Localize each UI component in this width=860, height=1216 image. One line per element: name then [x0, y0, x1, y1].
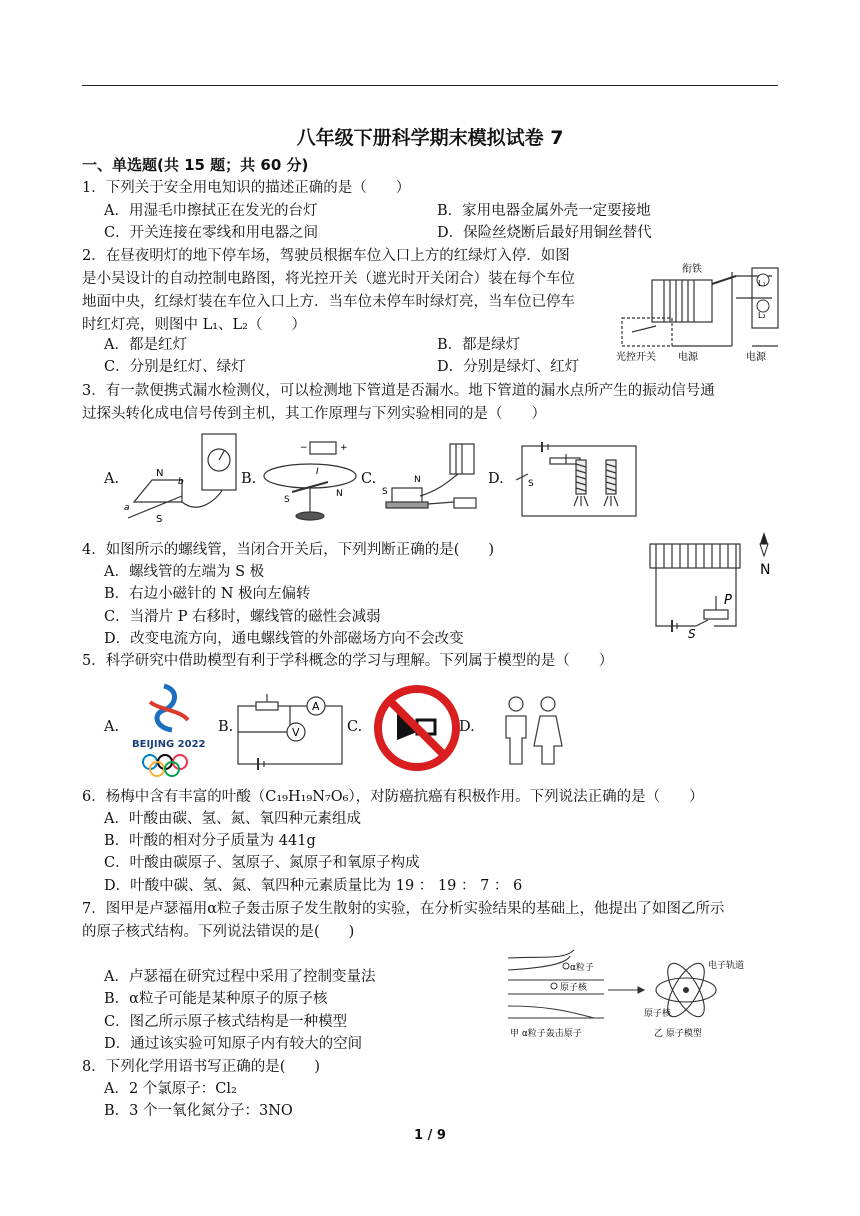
- q7-alpha-path-1: [508, 950, 574, 958]
- q3-option-b: B.: [241, 471, 257, 487]
- q4-option-d: D．改变电流方向，通电螺线管的外部磁场方向不会改变: [104, 631, 464, 647]
- q5-b-rheostat: [256, 702, 278, 710]
- q2-stem-line3: 地面中央，红绿灯装在车位入口上方．当车位未停车时绿灯亮，当车位已停车: [82, 294, 575, 310]
- q7-label-nucleus2: 原子核: [644, 1009, 672, 1019]
- q5-b-ammeter-label: A: [312, 700, 320, 713]
- q2-label-power1: 电源: [678, 352, 698, 363]
- q4-compass-needle-s: [760, 544, 768, 556]
- q5-d-woman-body: [534, 716, 562, 764]
- q3-b-label-n: N: [336, 489, 343, 499]
- q4-stem: 4．如图所示的螺线管，当闭合开关后，下列判断正确的是( ): [82, 542, 495, 558]
- q1-option-b: B．家用电器金属外壳一定要接地: [437, 203, 651, 219]
- q1-option-c: C．开关连接在零线和用电器之间: [104, 225, 319, 241]
- q5-d-woman-head: [541, 697, 555, 711]
- q3-d-switch-label: S: [528, 479, 534, 489]
- q3-c-switch: [454, 498, 476, 508]
- q5-option-a: A.: [104, 719, 120, 735]
- section-heading: 一、单选题(共 15 题；共 60 分): [82, 156, 309, 174]
- q3-option-a: A.: [104, 471, 120, 487]
- q5-figure-d-people-icons: [496, 692, 570, 768]
- q5-option-c: C.: [347, 719, 363, 735]
- q8-stem: 8．下列化学用语书写正确的是( ): [82, 1059, 321, 1075]
- q7-option-d: D．通过该实验可知原子内有较大的空间: [104, 1036, 363, 1052]
- page-title: 八年级下册科学期末模拟试卷 7: [296, 127, 564, 149]
- q5-stem: 5．科学研究中借助模型有利于学科概念的学习与理解。下列属于模型的是（ ）: [82, 653, 614, 669]
- q7-alpha-particle: [563, 963, 569, 969]
- q2-stem-line1: 2．在昼夜明灯的地下停车场，驾驶员根据车位入口上方的红绿灯入停．如图: [82, 248, 570, 264]
- q4-label-s: S: [688, 627, 696, 640]
- q3-c-label-n: N: [414, 475, 421, 485]
- q2-option-b: B．都是绿灯: [437, 337, 521, 353]
- q5-b-voltmeter-label: V: [292, 726, 300, 739]
- q4-option-c: C．当滑片 P 右移时，螺线管的磁性会减弱: [104, 609, 381, 625]
- q6-option-d: D．叶酸中碳、氢、氮、氧四种元素质量比为 19 ： 19 ： 7 ： 6: [104, 878, 523, 894]
- q3-a-galvanometer: [202, 434, 236, 490]
- q6-option-c: C．叶酸由碳原子、氢原子、氮原子和氧原子构成: [104, 855, 420, 871]
- q7-option-b: B．α粒子可能是某种原子的原子核: [104, 991, 328, 1007]
- page-number: 1 / 9: [414, 1128, 446, 1143]
- q1-stem: 1．下列关于安全用电知识的描述正确的是（ ）: [82, 180, 411, 196]
- header-rule: [82, 85, 778, 86]
- q7-stem-line1: 7．图甲是卢瑟福用α粒子轰击原子发生散射的实验，在分析实验结果的基础上，他提出了如图乙所示: [82, 901, 725, 917]
- q7-rutherford-figure: [504, 946, 744, 1042]
- q3-c-label-s: S: [382, 487, 388, 497]
- q6-stem: 6．杨梅中含有丰富的叶酸（C₁₉H₁₉N₇O₆），对防癌抗癌有积极作用。下列说法正确的是（ ）: [82, 789, 704, 805]
- q2-relay-circuit-figure: [612, 258, 784, 364]
- q7-option-c: C．图乙所示原子核式结构是一种模型: [104, 1014, 348, 1030]
- q3-figure-a-generator: [122, 432, 240, 524]
- q5-figure-a-olympic-logo: [130, 680, 210, 778]
- q3-b-current: I: [316, 467, 319, 477]
- q7-option-a: A．卢瑟福在研究过程中采用了控制变量法: [104, 969, 376, 985]
- q4-option-b: B．右边小磁针的 N 极向左偏转: [104, 586, 311, 602]
- q2-label-switch: 光控开关: [616, 352, 656, 363]
- q5-option-b: B.: [218, 719, 234, 735]
- q3-b-battery: [310, 442, 336, 454]
- q2-stem-line4: 时红灯亮，则图中 L₁、L₂（ ）: [82, 317, 306, 333]
- q6-option-b: B．叶酸的相对分子质量为 441g: [104, 833, 316, 849]
- q3-figure-b-oersted: [258, 436, 362, 524]
- q6-option-a: A．叶酸由碳、氢、氮、氧四种元素组成: [104, 811, 361, 827]
- q5-d-man-body: [506, 716, 526, 764]
- q2-option-d: D．分别是绿灯、红灯: [437, 359, 580, 375]
- q2-label-armature: 衔铁: [682, 264, 702, 275]
- q3-b-stand: [296, 512, 324, 520]
- q7-caption-b: 乙 原子模型: [654, 1029, 702, 1039]
- q1-option-a: A．用湿毛巾擦拭正在发光的台灯: [104, 203, 318, 219]
- q3-option-d: D.: [488, 471, 504, 487]
- q4-label-n: N: [760, 562, 771, 578]
- q7-nucleus-a: [551, 983, 557, 989]
- q2-label-l2: L₂: [758, 311, 766, 320]
- q3-a-label-n: N: [156, 468, 164, 479]
- q7-caption-a: 甲 α粒子轰击原子: [510, 1029, 582, 1039]
- q4-switch: [696, 620, 708, 626]
- q2-label-l1: L₁: [758, 279, 766, 288]
- q3-a-label-a: a: [124, 503, 130, 513]
- q3-b-wire-loop: [264, 464, 356, 488]
- q2-label-power2: 电源: [746, 352, 766, 363]
- q5-figure-c-no-horn-sign: [373, 684, 461, 772]
- q3-figure-d-electromagnets: [506, 440, 640, 520]
- q5-logo-text: BEIJING 2022: [132, 739, 206, 750]
- q3-b-plus: +: [340, 443, 348, 453]
- q1-option-d: D．保险丝烧断后最好用铜丝替代: [437, 225, 652, 241]
- q7-stem-line2: 的原子核式结构。下列说法错误的是( ): [82, 924, 355, 940]
- q3-b-label-s: S: [284, 495, 290, 505]
- q5-figure-b-circuit: [234, 688, 346, 770]
- q3-a-label-s: S: [156, 514, 163, 524]
- q4-rheostat: [704, 610, 728, 619]
- q7-label-nucleus1: 原子核: [560, 983, 588, 993]
- q7-nucleus-b: [683, 987, 689, 993]
- q7-label-alpha: α粒子: [570, 963, 594, 973]
- q2-stem-line2: 是小吴设计的自动控制电路图，将光控开关（遮光时开关闭合）装在每个车位: [82, 271, 575, 287]
- q5-option-d: D.: [459, 719, 475, 735]
- q4-compass-needle-n: [760, 532, 768, 544]
- q8-option-a: A．2 个氯原子：Cl₂: [104, 1081, 237, 1097]
- q3-a-label-b: b: [178, 477, 184, 487]
- q2-option-a: A．都是红灯: [104, 337, 187, 353]
- q7-label-orbit: 电子轨道: [708, 961, 744, 971]
- q5-d-man-head: [509, 697, 523, 711]
- q2-option-c: C．分别是红灯、绿灯: [104, 359, 246, 375]
- q4-label-p: P: [724, 593, 732, 608]
- q4-solenoid-figure: [644, 530, 784, 640]
- q3-stem-line2: 过探头转化成电信号传到主机，其工作原理与下列实验相同的是（ ）: [82, 406, 546, 422]
- q8-option-b: B．3 个一氧化氮分子：3NO: [104, 1103, 293, 1119]
- q4-option-a: A．螺线管的左端为 S 极: [104, 564, 265, 580]
- q3-figure-c-motor: [380, 440, 484, 520]
- q3-b-minus: −: [300, 443, 308, 453]
- q3-stem-line1: 3．有一款便携式漏水检测仪，可以检测地下管道是否漏水。地下管道的漏水点所产生的振动信号通: [82, 383, 715, 399]
- q3-option-c: C.: [361, 471, 377, 487]
